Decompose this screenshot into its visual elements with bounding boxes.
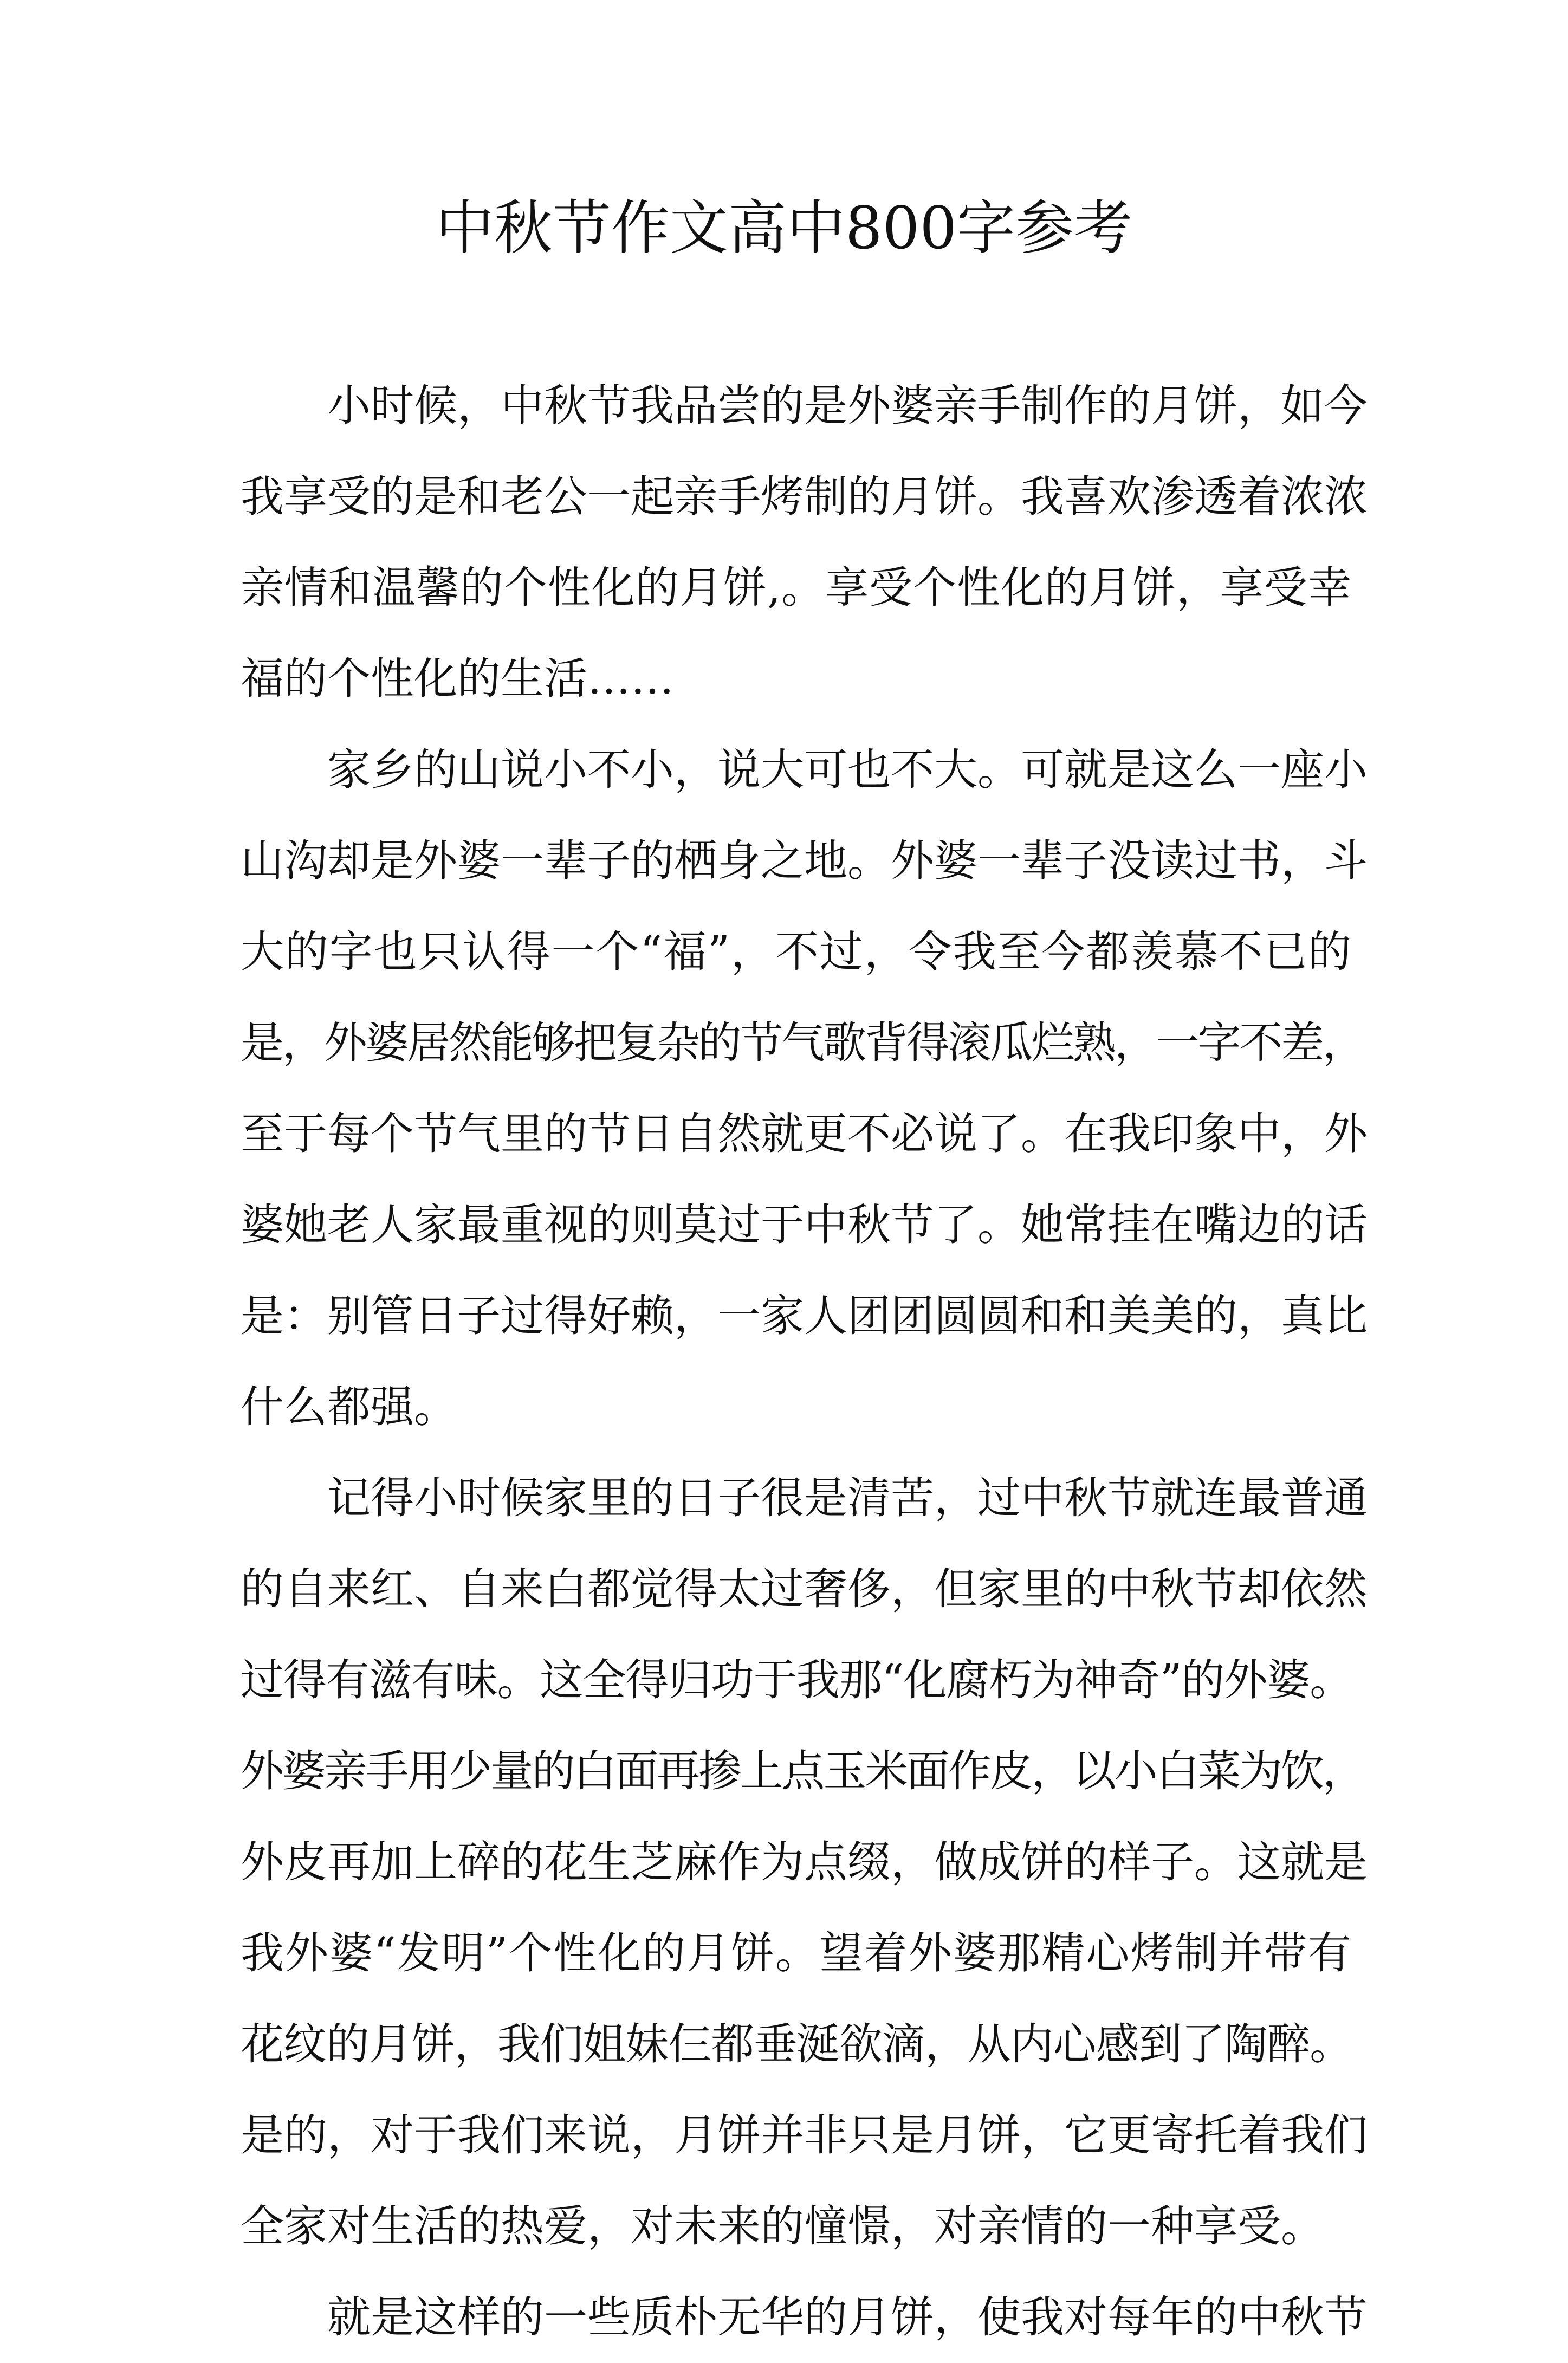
text-line: 我外婆“发明”个性化的月饼。望着外婆那精心烤制并带有	[241, 1928, 1351, 1978]
text-line: 外皮再加上碎的花生芝麻作为点缀，做成饼的样子。这就是	[241, 1837, 1368, 1887]
text-line: 是：别管日子过得好赖，一家人团团圆圆和和美美的，真比	[241, 1291, 1368, 1341]
text-line: 外婆亲手用少量的白面再掺上点玉米面作皮，以小白菜为饮，	[241, 1746, 1364, 1796]
text-line: 山沟却是外婆一辈子的栖身之地。外婆一辈子没读过书，斗	[241, 836, 1368, 886]
text-line: 的自来红、自来白都觉得太过奢侈，但家里的中秋节却依然	[241, 1564, 1368, 1614]
text-line: 花纹的月饼，我们姐妹仨都垂涎欲滴，从内心感到了陶醉。	[241, 2019, 1351, 2069]
text-line: 是的，对于我们来说，月饼并非只是月饼，它更寄托着我们	[241, 2110, 1368, 2160]
text-line: 记得小时候家里的日子很是清苦，过中秋节就连最普通	[327, 1473, 1368, 1523]
text-line: 小时候，中秋节我品尝的是外婆亲手制作的月饼，如今	[327, 380, 1368, 431]
text-line: 至于每个节气里的节日自然就更不必说了。在我印象中，外	[241, 1109, 1368, 1159]
text-line: 婆她老人家最重视的则莫过于中秋节了。她常挂在嘴边的话	[241, 1200, 1368, 1250]
text-line: 什么都强。	[241, 1382, 457, 1432]
text-line: 大的字也只认得一个“福”，不过，令我至今都羡慕不已的	[241, 927, 1351, 977]
text-line: 过得有滋有味。这全得归功于我那“化腐朽为神奇”的外婆。	[241, 1655, 1351, 1705]
text-line: 我享受的是和老公一起亲手烤制的月饼。我喜欢渗透着浓浓	[241, 471, 1368, 522]
text-line: 全家对生活的热爱，对未来的憧憬，对亲情的一种享受。	[241, 2201, 1324, 2251]
text-line: 家乡的山说小不小，说大可也不大。可就是这么一座小	[327, 744, 1368, 795]
document-title: 中秋节作文高中800字参考	[435, 195, 1133, 262]
text-line: 是，外婆居然能够把复杂的节气歌背得滚瓜烂熟，一字不差，	[241, 1018, 1364, 1068]
text-line: 就是这样的一些质朴无华的月饼，使我对每年的中秋节	[327, 2292, 1368, 2342]
text-line: 亲情和温馨的个性化的月饼,。享受个性化的月饼，享受幸	[241, 562, 1351, 613]
text-line: 福的个性化的生活……	[241, 653, 674, 704]
document-body	[241, 360, 1368, 2363]
